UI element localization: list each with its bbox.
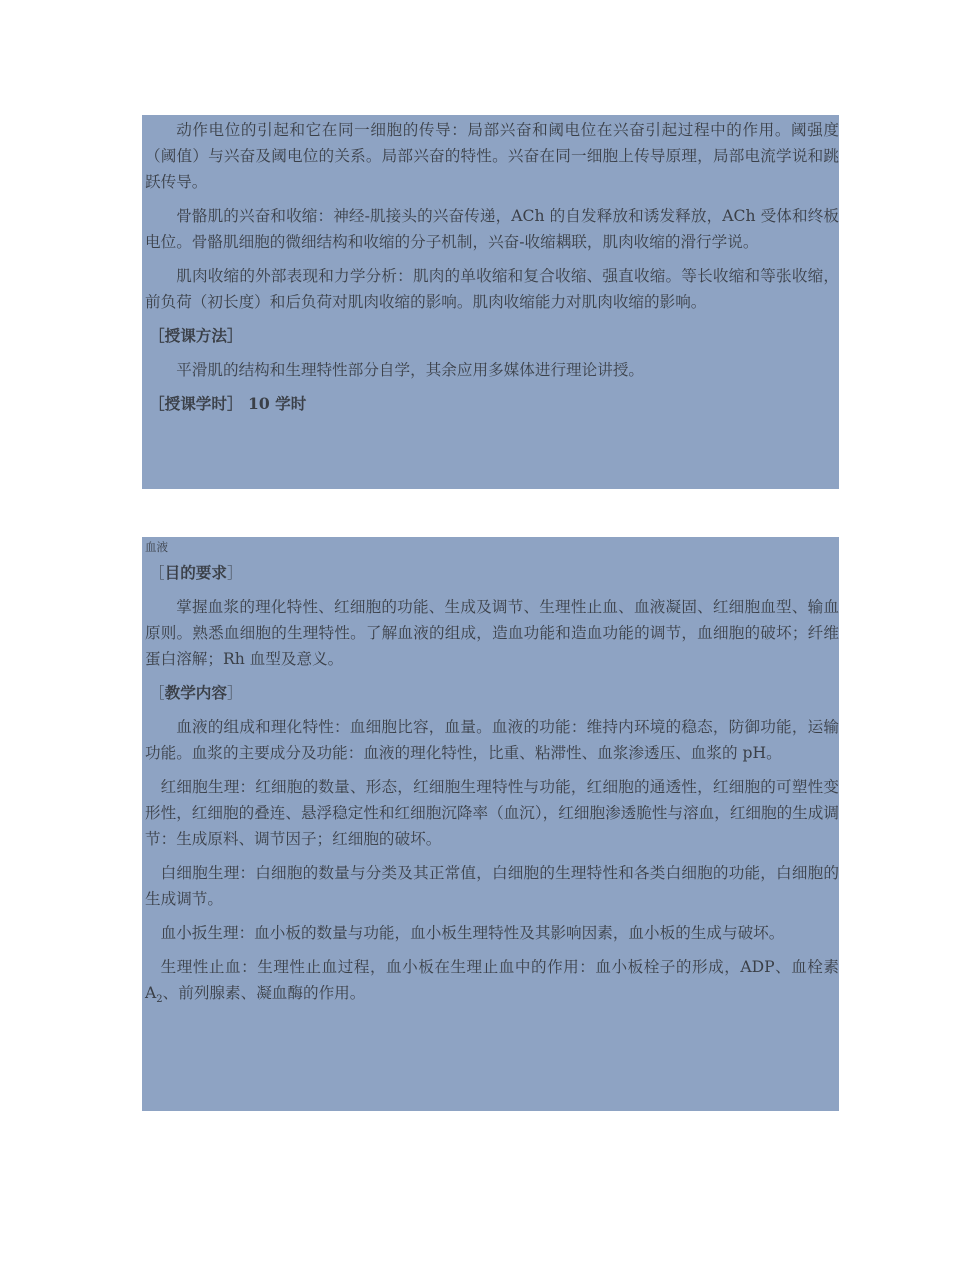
paragraph-objectives: 掌握血浆的理化特性、红细胞的功能、生成及调节、生理性止血、血液凝固、红细胞血型、输血原则。熟悉血细胞的生理特性。了解血液的组成，造血功能和造血功能的调节，血细胞的破坏；纤维蛋白溶解；Rh 血型及意义。: [145, 598, 839, 668]
paragraph-action-potential: 动作电位的引起和它在同一细胞的传导：局部兴奋和阈电位在兴奋引起过程中的作用。阈强度（阈值）与兴奋及阈电位的关系。局部兴奋的特性。兴奋在同一细胞上传导原理，局部电流学说和跳跃传导。: [145, 121, 839, 191]
section-blood: [142, 537, 839, 1111]
section-muscle-physiology: [142, 115, 839, 489]
paragraph-hemostasis: [145, 954, 839, 1006]
heading-bracket-open: ［: [149, 564, 165, 582]
hemostasis-subscript: 2: [156, 994, 163, 1006]
heading-bracket-close: ］: [227, 684, 243, 702]
heading-teaching-content: [149, 680, 839, 706]
paragraph-leukocyte-physiology: 白细胞生理：白细胞的数量与分类及其正常值，白细胞的生理特性和各类白细胞的功能，白细胞的生成调节。: [145, 864, 839, 908]
hemostasis-text-tail: 、前列腺素、凝血酶的作用。: [162, 984, 366, 1002]
paragraph-teaching-method: 平滑肌的结构和生理特性部分自学，其余应用多媒体进行理论讲授。: [176, 361, 645, 379]
paragraph-blood-composition: 血液的组成和理化特性：血细胞比容，血量。血液的功能：维持内环境的稳态，防御功能，运输功能。血浆的主要成分及功能：血液的理化特性，比重、粘滞性、血浆渗透压、血浆的 pH。: [145, 718, 839, 762]
heading-teaching-hours: ［授课学时］ 10 学时: [149, 394, 307, 413]
hemostasis-text: 生理性止血：生理性止血过程，血小板在生理止血中的作用：血小板栓子的形成，ADP、血栓素 A: [145, 958, 839, 1002]
paragraph-skeletal-muscle-excitation: 骨骼肌的兴奋和收缩：神经-肌接头的兴奋传递，ACh 的自发释放和诱发释放，ACh 受体和终板电位。骨骼肌细胞的微细结构和收缩的分子机制，兴奋-收缩耦联，肌肉收缩的滑行学说。: [145, 207, 839, 251]
heading-objectives: [149, 560, 839, 586]
heading-teaching-method: ［授课方法］: [149, 326, 243, 345]
heading-teaching-content-text: 教学内容: [164, 683, 227, 702]
paragraph-erythrocyte-physiology: 红细胞生理：红细胞的数量、形态，红细胞生理特性与功能，红细胞的通透性，红细胞的可塑性变形性，红细胞的叠连、悬浮稳定性和红细胞沉降率（血沉），红细胞渗透脆性与溶血，红细胞的生成调节：生成原料、调节因子；红细胞的破坏。: [145, 778, 839, 848]
paragraph-muscle-contraction-mechanics: 肌肉收缩的外部表现和力学分析：肌肉的单收缩和复合收缩、强直收缩。等长收缩和等张收缩，前负荷（初长度）和后负荷对肌肉收缩的影响。肌肉收缩能力对肌肉收缩的影响。: [145, 267, 839, 311]
paragraph-platelet-physiology: 血小扳生理：血小板的数量与功能，血小板生理特性及其影响因素，血小板的生成与破坏。: [160, 924, 785, 942]
heading-bracket-open: ［: [149, 684, 165, 702]
heading-bracket-close: ］: [227, 564, 243, 582]
section-label-blood: 血液: [145, 540, 168, 554]
heading-objectives-text: 目的要求: [164, 563, 227, 582]
